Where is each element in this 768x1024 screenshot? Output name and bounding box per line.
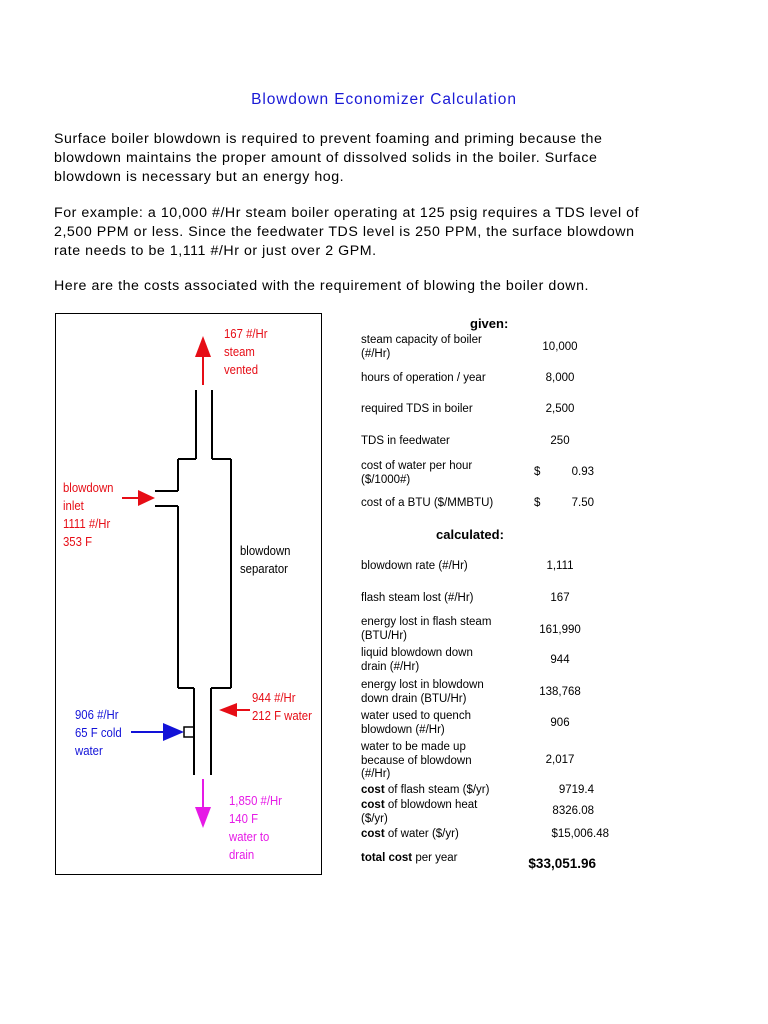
calculated-label: flash steam lost (#/Hr) (361, 592, 474, 604)
separator-label: blowdown separator (240, 543, 291, 576)
given-label: cost of a BTU ($/MMBTU) (361, 497, 494, 509)
given-label: hours of operation / year (361, 372, 486, 384)
given-value: 8,000 (545, 372, 575, 384)
total-cost-label: total cost per year (361, 852, 458, 864)
given-value: 250 (550, 435, 570, 447)
blowdown-inlet-arrow-icon (122, 490, 155, 506)
drain-water-arrow-icon (219, 703, 250, 717)
steam-vented-label: 167 #/Hr steam vented (224, 326, 268, 377)
cost-value: 8326.08 (552, 805, 594, 817)
to-drain-arrow-icon (195, 779, 211, 828)
total-cost-value: $33,051.96 (528, 856, 596, 871)
calculated-label: energy lost in blowdown down drain (BTU/Hr) (361, 679, 484, 705)
drain-water-label: 944 #/Hr 212 F water (252, 690, 312, 723)
intro-paragraph: Surface boiler blowdown is required to prevent foaming and priming because the blowdown maintains the proper amount of dissolved solids in the boiler. Surface blowdown is necessary but an energy hog. (54, 131, 603, 185)
cost-label: cost of flash steam ($/yr) (361, 784, 490, 796)
calculated-value: 944 (550, 654, 570, 666)
calculated-label: blowdown rate (#/Hr) (361, 560, 468, 572)
steam-vented-arrow-icon (195, 336, 211, 385)
blowdown-inlet-label: blowdown inlet 1111 #/Hr 353 F (63, 480, 114, 549)
given-value: 7.50 (571, 497, 594, 509)
currency-symbol: $ (534, 466, 541, 478)
to-drain-label: 1,850 #/Hr 140 F water to drain (229, 793, 282, 862)
calculated-label: water used to quench blowdown (#/Hr) (361, 710, 471, 736)
cost-label: cost of blowdown heat ($/yr) (361, 799, 478, 825)
given-value: 0.93 (571, 466, 594, 478)
calculated-value: 2,017 (545, 754, 575, 766)
calculated-value: 161,990 (539, 624, 581, 636)
cost-label: cost of water ($/yr) (361, 828, 459, 840)
given-value: 2,500 (545, 403, 575, 415)
cold-water-arrow-icon (131, 723, 184, 741)
given-header: given: (470, 316, 509, 331)
cold-water-nozzle (184, 727, 194, 737)
calculated-label: liquid blowdown down drain (#/Hr) (361, 647, 473, 673)
calculated-label: energy lost in flash steam (BTU/Hr) (361, 616, 492, 642)
calculated-value: 167 (550, 592, 570, 604)
cost-value: 9719.4 (558, 784, 594, 796)
cost-value: $15,006.48 (551, 828, 609, 840)
currency-symbol: $ (534, 497, 541, 509)
page-title: Blowdown Economizer Calculation (251, 91, 517, 108)
calculated-value: 906 (550, 717, 570, 729)
given-label: TDS in feedwater (361, 435, 450, 447)
given-label: steam capacity of boiler (#/Hr) (361, 334, 482, 360)
given-value: 10,000 (542, 341, 578, 353)
given-label: cost of water per hour ($/1000#) (361, 460, 473, 486)
cold-water-label: 906 #/Hr 65 F cold water (75, 707, 122, 758)
calculated-header: calculated: (436, 527, 504, 542)
calculated-value: 1,111 (546, 560, 574, 572)
calculated-label: water to be made up because of blowdown (#/Hr) (361, 741, 472, 780)
given-label: required TDS in boiler (361, 403, 473, 415)
costs-intro-paragraph: Here are the costs associated with the requirement of blowing the boiler down. (54, 278, 590, 294)
calculated-value: 138,768 (539, 686, 581, 698)
separator-vessel (155, 390, 231, 775)
example-paragraph: For example: a 10,000 #/Hr steam boiler operating at 125 psig requires a TDS level of 2,500 PPM or less. Since the feedwater TDS level is 250 PPM, the surface blowdown rate needs to be 1,111 #/Hr or just over 2 GPM. (54, 205, 640, 259)
